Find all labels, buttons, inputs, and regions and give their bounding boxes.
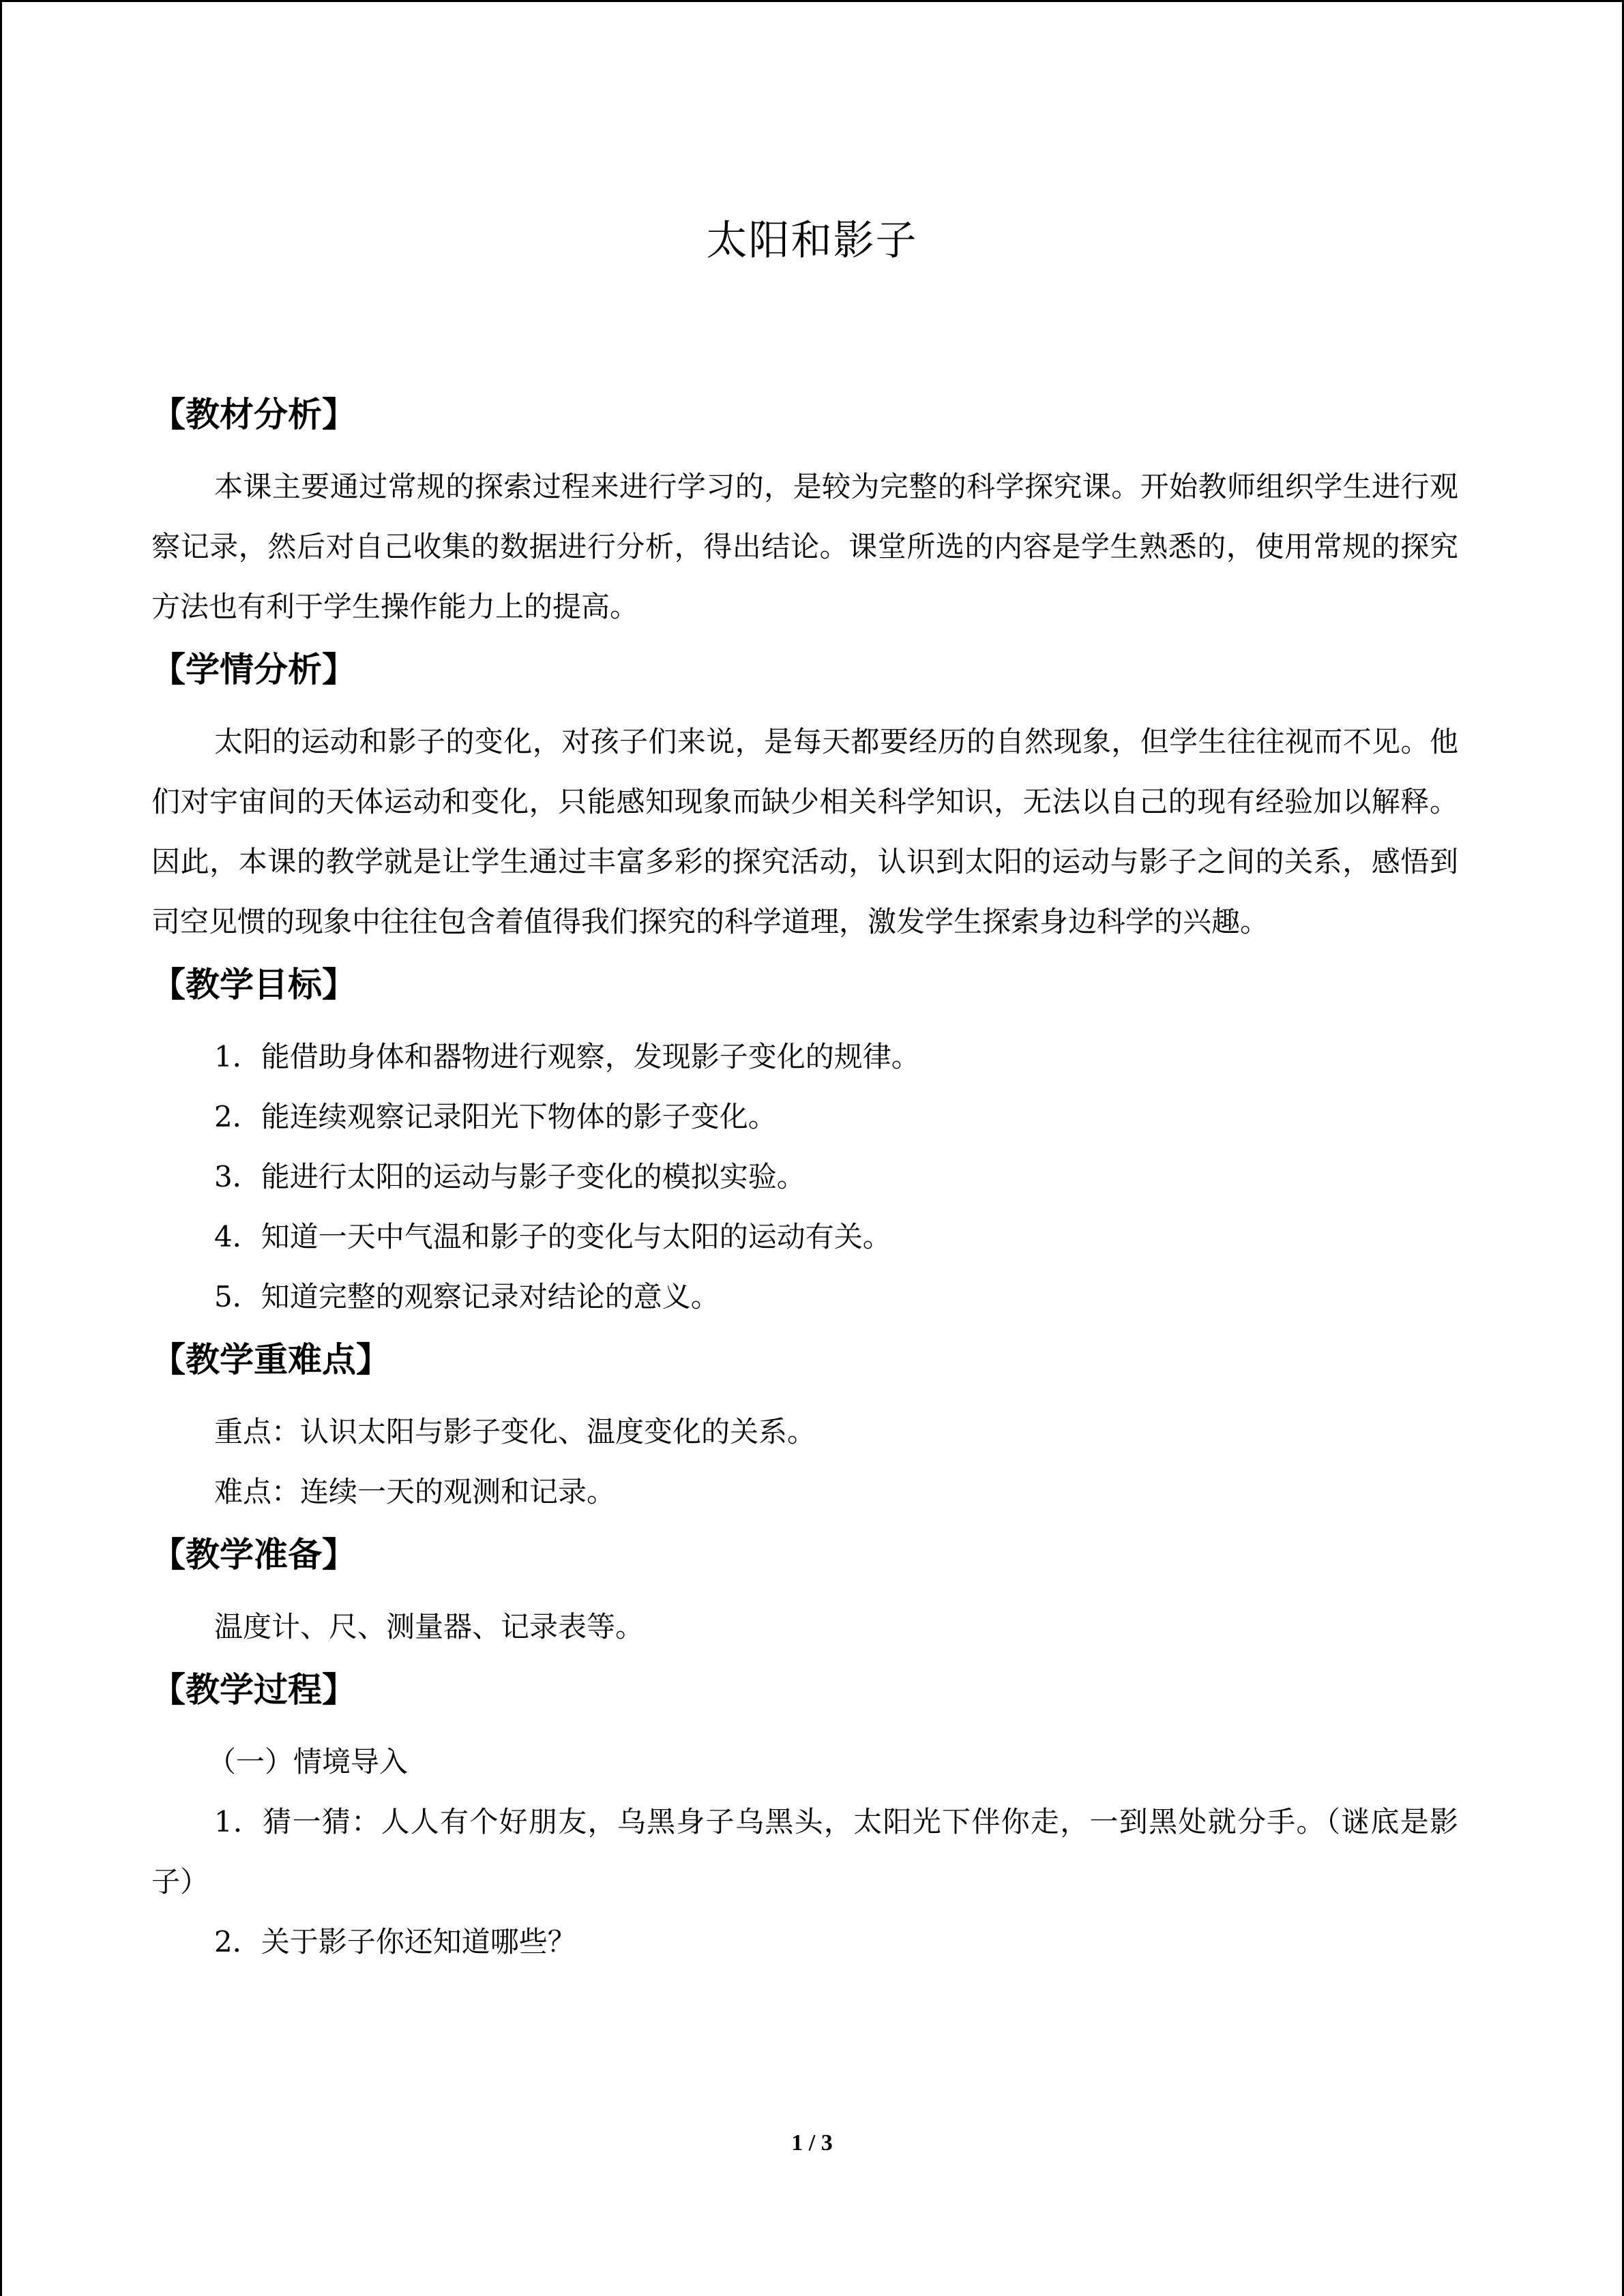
section-heading: 【教学过程】 — [151, 1670, 356, 1710]
key-point: 重点：认识太阳与影子变化、温度变化的关系。 — [214, 1415, 816, 1448]
section-paragraph: 太阳的运动和影子的变化，对孩子们来说，是每天都要经历的自然现象，但学生往往视而不见。他们对宇宙间的天体运动和变化，只能感知现象而缺少相关科学知识，无法以自己的现有经验加以解释。因此，本课的教学就是让学生通过丰富多彩的探究活动，认识到太阳的运动与影子之间的关系，感悟到司空见惯的现象中往往包含着值得我们探究的科学道理，激发学生探索身边科学的兴趣。 — [151, 725, 1458, 938]
section-heading: 【教材分析】 — [151, 395, 356, 434]
goal-item: 5．知道完整的观察记录对结论的意义。 — [214, 1280, 720, 1313]
process-step: 2．关于影子你还知道哪些？ — [214, 1925, 576, 1958]
section-paragraph: 本课主要通过常规的探索过程来进行学习的，是较为完整的科学探究课。开始教师组织学生进行观察记录，然后对自己收集的数据进行分析，得出结论。课堂所选的内容是学生熟悉的，使用常规的探究方法也有利于学生操作能力上的提高。 — [151, 470, 1458, 623]
document-title: 太阳和影子 — [706, 217, 918, 265]
section-student-analysis — [151, 637, 1458, 952]
process-step: 1．猜一猜：人人有个好朋友，乌黑身子乌黑头，太阳光下伴你走，一到黑处就分手。（谜底是影子） — [151, 1805, 1458, 1898]
document-body — [151, 382, 1458, 1972]
section-teaching-preparation — [151, 1522, 1458, 1657]
section-key-difficult-points — [151, 1327, 1458, 1522]
section-heading: 【教学准备】 — [151, 1535, 356, 1575]
section-materials-analysis — [151, 382, 1458, 637]
section-heading: 【教学重难点】 — [151, 1340, 390, 1380]
goal-item: 3．能进行太阳的运动与影子变化的模拟实验。 — [214, 1160, 806, 1193]
section-teaching-process — [151, 1657, 1458, 1972]
page-number: 1 / 3 — [791, 2130, 833, 2156]
goal-item: 4．知道一天中气温和影子的变化与太阳的运动有关。 — [214, 1220, 891, 1253]
preparation-text: 温度计、尺、测量器、记录表等。 — [214, 1610, 645, 1643]
section-heading: 【学情分析】 — [151, 650, 356, 689]
process-subheading: （一）情境导入 — [207, 1745, 409, 1778]
section-teaching-goals — [151, 952, 1458, 1327]
goal-item: 1．能借助身体和器物进行观察，发现影子变化的规律。 — [214, 1040, 920, 1073]
section-heading: 【教学目标】 — [151, 965, 356, 1004]
goal-item: 2．能连续观察记录阳光下物体的影子变化。 — [214, 1100, 777, 1133]
difficult-point: 难点：连续一天的观测和记录。 — [214, 1475, 616, 1508]
